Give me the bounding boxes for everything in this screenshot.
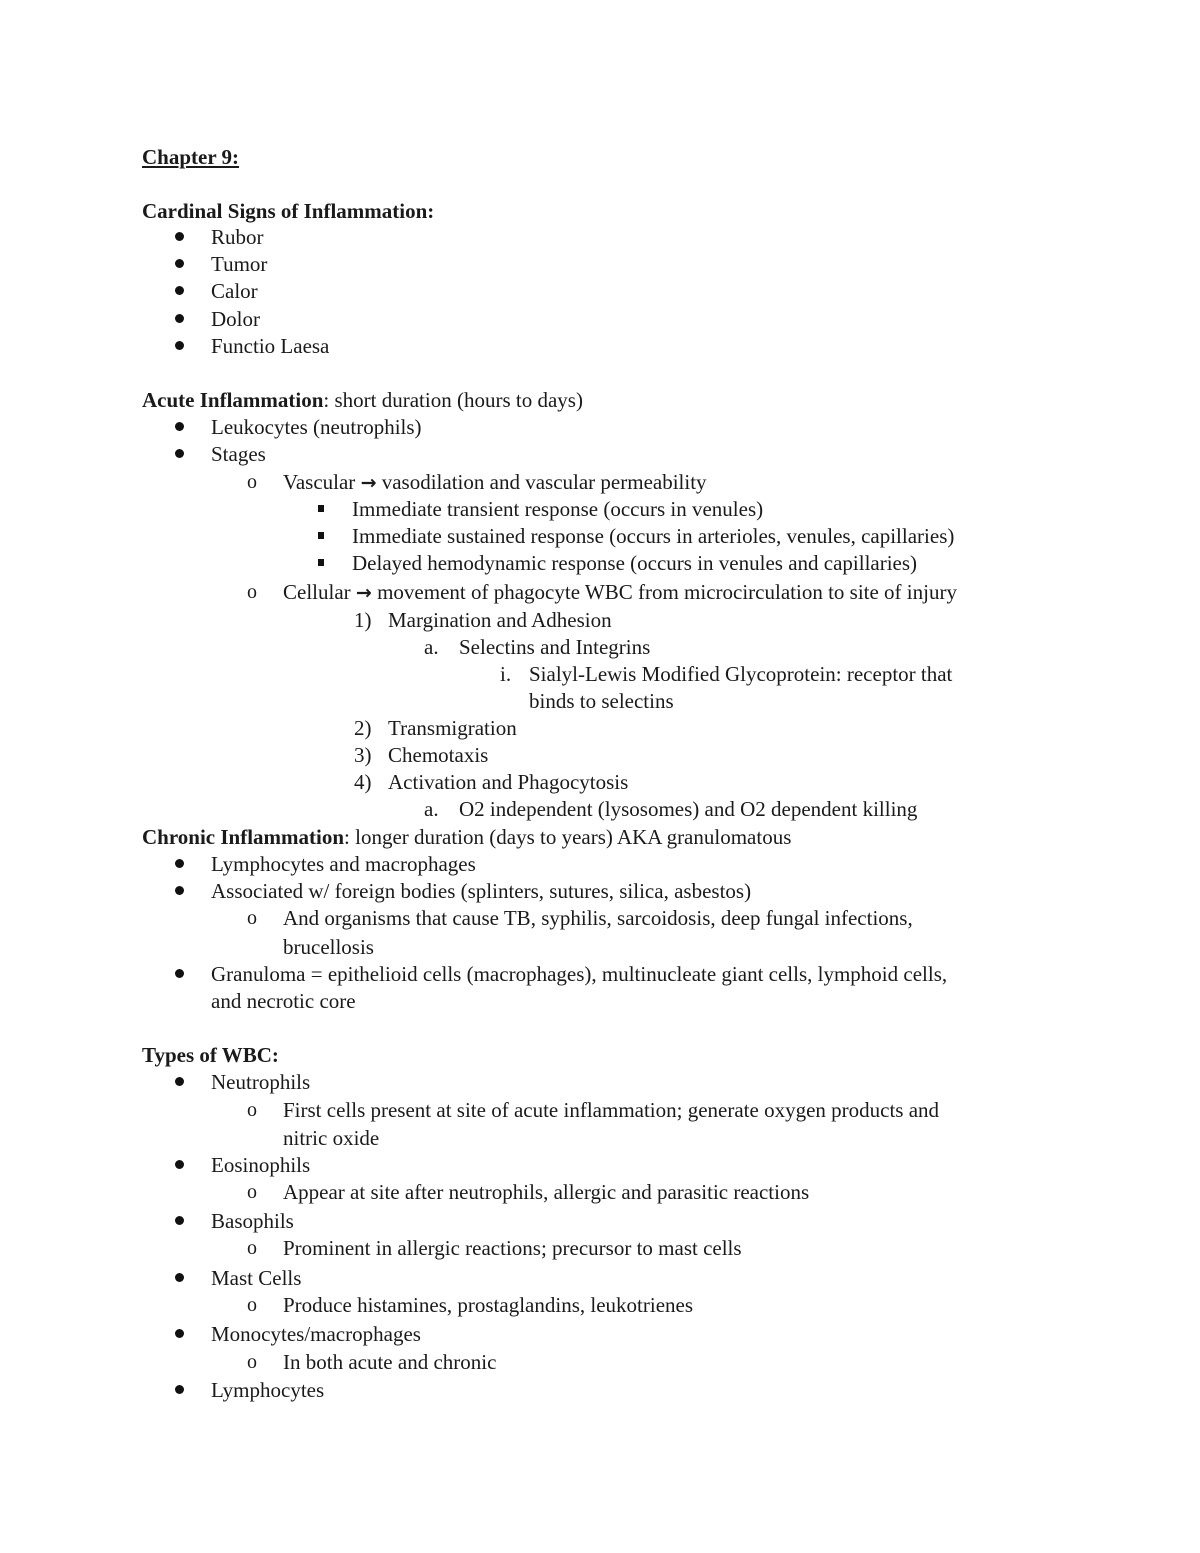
cardinal-item: Dolor: [211, 307, 260, 331]
circle-bullet-icon: o: [247, 1237, 257, 1259]
wbc-item: Monocytes/macrophages: [211, 1322, 421, 1346]
cardinal-item: Rubor: [211, 225, 264, 249]
bullet-icon: [175, 969, 184, 978]
wbc-detail: Produce histamines, prostaglandins, leukotrienes: [283, 1293, 694, 1317]
bullet-icon: [175, 1077, 184, 1086]
step-label: Transmigration: [388, 716, 517, 740]
circle-bullet-icon: o: [247, 907, 257, 929]
wbc-item: Lymphocytes: [211, 1378, 325, 1402]
cellular-description: movement of phagocyte WBC from microcirculation to site of injury: [377, 580, 957, 604]
bullet-icon: [175, 1216, 184, 1225]
vascular-stage: [283, 469, 707, 497]
roman-numeral: i.: [500, 662, 512, 686]
circle-bullet-icon: o: [247, 1181, 257, 1203]
wbc-detail: In both acute and chronic: [283, 1350, 497, 1374]
o2-killing-item: O2 independent (lysosomes) and O2 dependent killing: [459, 797, 918, 821]
wbc-detail: nitric oxide: [283, 1126, 380, 1150]
chronic-heading: Chronic Inflammation: [142, 825, 345, 849]
square-bullet-icon: [318, 505, 324, 512]
circle-bullet-icon: o: [247, 1294, 257, 1316]
bullet-icon: [175, 1273, 184, 1282]
bullet-icon: [175, 1329, 184, 1338]
vascular-item: Delayed hemodynamic response (occurs in venules and capillaries): [352, 551, 918, 575]
bullet-icon: [175, 232, 184, 241]
bullet-icon: [175, 341, 184, 350]
acute-description: : short duration (hours to days): [323, 388, 583, 412]
arrow-right-icon: →: [360, 472, 377, 494]
sialyl-line-1: Sialyl-Lewis Modified Glycoprotein: receptor that: [529, 662, 953, 686]
chapter-title: Chapter 9:: [142, 145, 240, 169]
step-label: Chemotaxis: [388, 743, 489, 767]
acute-heading: Acute Inflammation: [142, 388, 324, 412]
step-number: 1): [354, 608, 372, 632]
bullet-icon: [175, 1160, 184, 1169]
wbc-detail: Appear at site after neutrophils, allergic and parasitic reactions: [283, 1180, 810, 1204]
circle-bullet-icon: o: [247, 1351, 257, 1373]
step-number: 2): [354, 716, 372, 740]
chronic-item: Lymphocytes and macrophages: [211, 852, 476, 876]
cellular-stage: [283, 579, 957, 607]
vascular-item: Immediate sustained response (occurs in arterioles, venules, capillaries): [352, 524, 955, 548]
cellular-label: Cellular: [283, 580, 351, 604]
chronic-description: : longer duration (days to years) AKA granulomatous: [344, 825, 792, 849]
bullet-icon: [175, 449, 184, 458]
square-bullet-icon: [318, 532, 324, 539]
bullet-icon: [175, 286, 184, 295]
bullet-icon: [175, 859, 184, 868]
vascular-description: vasodilation and vascular permeability: [381, 470, 707, 494]
sub-letter: a.: [424, 797, 439, 821]
cardinal-item: Tumor: [211, 252, 268, 276]
bullet-icon: [175, 422, 184, 431]
vascular-item: Immediate transient response (occurs in venules): [352, 497, 764, 521]
wbc-detail: Prominent in allergic reactions; precursor to mast cells: [283, 1236, 742, 1260]
wbc-heading: Types of WBC:: [142, 1043, 279, 1067]
granuloma-line-1: Granuloma = epithelioid cells (macrophages), multinucleate giant cells, lymphoid cells,: [211, 962, 948, 986]
organisms-line-1: And organisms that cause TB, syphilis, sarcoidosis, deep fungal infections,: [283, 906, 913, 930]
vascular-label: Vascular: [283, 470, 356, 494]
wbc-item: Basophils: [211, 1209, 294, 1233]
organisms-line-2: brucellosis: [283, 935, 374, 959]
circle-bullet-icon: o: [247, 581, 257, 603]
wbc-detail: First cells present at site of acute inflammation; generate oxygen products and: [283, 1098, 940, 1122]
granuloma-line-2: and necrotic core: [211, 989, 356, 1013]
step-number: 3): [354, 743, 372, 767]
cardinal-item: Calor: [211, 279, 258, 303]
acute-leukocytes: Leukocytes (neutrophils): [211, 415, 422, 439]
chronic-heading-line: [142, 824, 791, 851]
square-bullet-icon: [318, 559, 324, 566]
bullet-icon: [175, 314, 184, 323]
bullet-icon: [175, 1385, 184, 1394]
wbc-item: Mast Cells: [211, 1266, 302, 1290]
circle-bullet-icon: o: [247, 471, 257, 493]
wbc-item: Neutrophils: [211, 1070, 311, 1094]
wbc-item: Eosinophils: [211, 1153, 311, 1177]
arrow-right-icon: →: [355, 582, 372, 604]
circle-bullet-icon: o: [247, 1099, 257, 1121]
bullet-icon: [175, 886, 184, 895]
acute-stages: Stages: [211, 442, 266, 466]
chronic-item: Associated w/ foreign bodies (splinters, sutures, silica, asbestos): [211, 879, 752, 903]
step-label: Activation and Phagocytosis: [388, 770, 629, 794]
step-label: Margination and Adhesion: [388, 608, 612, 632]
step-number: 4): [354, 770, 372, 794]
cardinal-heading: Cardinal Signs of Inflammation:: [142, 199, 435, 223]
cardinal-item: Functio Laesa: [211, 334, 330, 358]
bullet-icon: [175, 259, 184, 268]
sialyl-line-2: binds to selectins: [529, 689, 674, 713]
acute-heading-line: [142, 387, 583, 414]
sub-letter: a.: [424, 635, 439, 659]
selectins-item: Selectins and Integrins: [459, 635, 651, 659]
